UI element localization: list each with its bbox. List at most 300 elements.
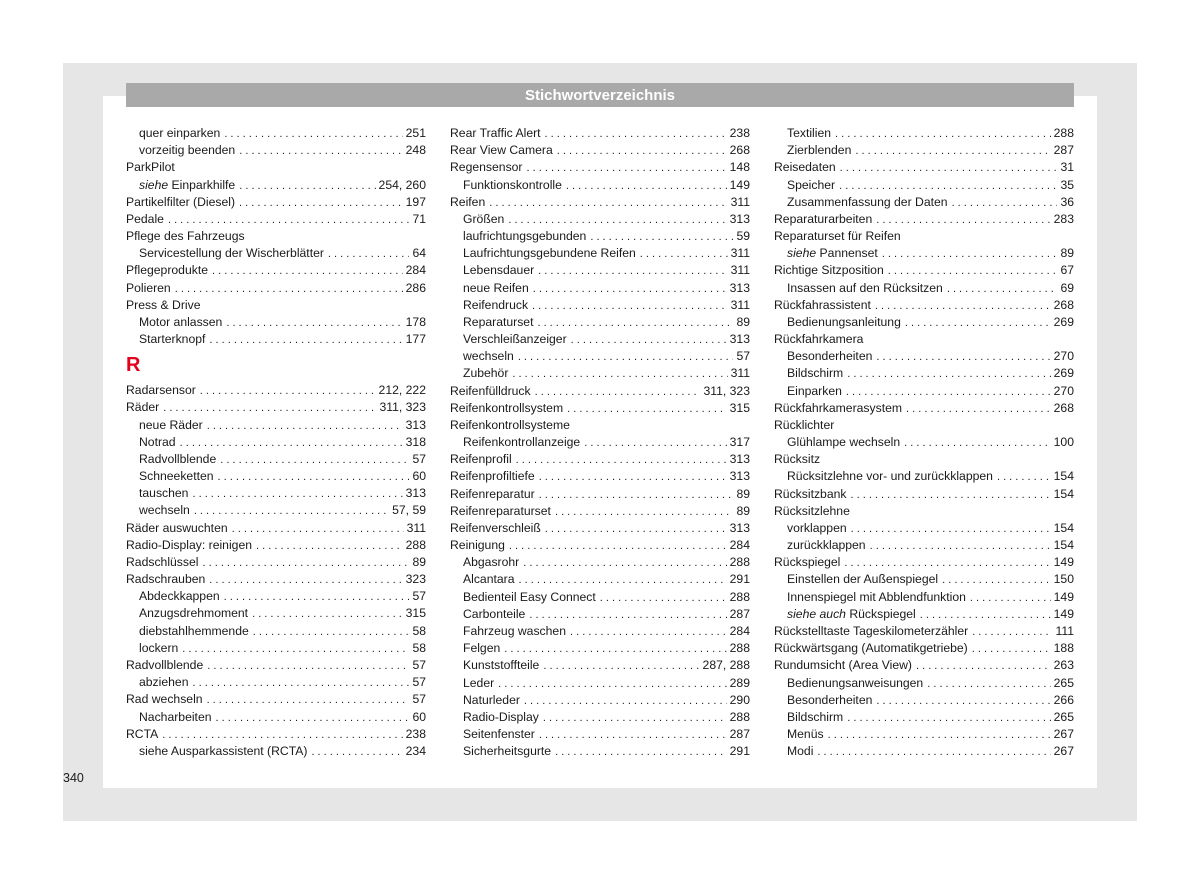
index-subentry	[450, 554, 750, 571]
entry-label: Anzugsdrehmoment	[139, 606, 249, 621]
page-reference: 111	[1055, 623, 1074, 638]
dot-leader	[555, 504, 733, 521]
page-reference: 289	[729, 675, 750, 690]
index-subentry	[774, 245, 1074, 262]
page-reference: 311	[730, 246, 750, 261]
dot-leader	[947, 281, 1058, 298]
index-subentry	[450, 571, 750, 588]
page-reference: 269	[1053, 366, 1074, 381]
entry-term	[774, 228, 901, 245]
page-reference: 188	[1053, 641, 1074, 656]
index-entry	[774, 640, 1074, 657]
page-reference: 57	[412, 451, 426, 466]
index-subentry	[126, 674, 426, 691]
index-entry	[126, 691, 426, 708]
entry-label: Pflegeprodukte	[126, 263, 208, 278]
dot-leader	[489, 195, 727, 212]
dot-leader	[532, 298, 728, 315]
entry-term	[774, 503, 850, 520]
index-subentry	[450, 623, 750, 640]
index-entry	[126, 537, 426, 554]
dot-leader	[557, 143, 727, 160]
entry-label: vorklappen	[787, 520, 847, 535]
index-subentry	[774, 434, 1074, 451]
entry-label: Abgasrohr	[463, 555, 520, 570]
entry-term	[787, 365, 843, 382]
index-subentry	[126, 623, 426, 640]
page-reference: 313	[729, 280, 750, 295]
entry-label: Servicestellung der Wischerblätter	[139, 246, 324, 261]
entry-label: Besonderheiten	[787, 349, 873, 364]
entry-term	[787, 177, 835, 194]
entry-label: Größen	[463, 211, 505, 226]
entry-label: Bedienungsanleitung	[787, 314, 901, 329]
dot-leader	[855, 143, 1050, 160]
entry-label: Reifenreparaturset	[450, 503, 551, 518]
index-entry	[774, 297, 1074, 314]
page-reference: 268	[729, 143, 750, 158]
dot-leader	[828, 727, 1051, 744]
page-reference: 313	[729, 332, 750, 347]
index-subentry	[126, 605, 426, 622]
dot-leader	[876, 693, 1050, 710]
entry-label: Reifenkontrollanzeige	[463, 435, 581, 450]
entry-term	[463, 228, 586, 245]
dot-leader	[543, 710, 727, 727]
dot-leader	[840, 160, 1058, 177]
index-entry	[774, 262, 1074, 279]
entry-term	[787, 537, 866, 554]
dot-leader	[882, 246, 1058, 263]
entry-label: lockern	[139, 640, 179, 655]
entry-label: Seitenfenster	[463, 727, 535, 742]
entry-term	[126, 691, 203, 708]
dot-leader	[555, 744, 727, 761]
entry-term	[463, 726, 535, 743]
dot-leader	[952, 195, 1058, 212]
entry-label: Zierblenden	[787, 143, 852, 158]
dot-leader	[239, 195, 403, 212]
index-entry	[450, 159, 750, 176]
entry-term	[126, 280, 171, 297]
index-subentry	[126, 314, 426, 331]
dot-leader	[904, 435, 1051, 452]
index-subentry	[126, 142, 426, 159]
entry-term	[463, 606, 525, 623]
entry-label: Felgen	[463, 641, 501, 656]
dot-leader	[516, 452, 727, 469]
entry-term	[463, 262, 534, 279]
page-reference: 177	[405, 332, 426, 347]
index-subentry	[450, 262, 750, 279]
dot-leader	[566, 178, 727, 195]
entry-term	[463, 675, 494, 692]
entry-term	[463, 177, 562, 194]
entry-term	[774, 451, 820, 468]
entry-label: Alcantara	[463, 572, 515, 587]
index-entry	[450, 400, 750, 417]
dot-leader	[876, 349, 1050, 366]
entry-label: Rückfahrkamerasystem	[774, 400, 903, 415]
index-subentry	[774, 520, 1074, 537]
entry-term	[450, 142, 553, 159]
page-reference: 313	[405, 417, 426, 432]
entry-label: Rad wechseln	[126, 692, 203, 707]
index-entry	[126, 262, 426, 279]
index-subentry	[450, 434, 750, 451]
page-reference: 267	[1053, 727, 1074, 742]
entry-label: Starterknopf	[139, 332, 206, 347]
entry-term	[139, 502, 190, 519]
page-reference: 263	[1053, 658, 1074, 673]
entry-label: Rundumsicht (Area View)	[774, 658, 912, 673]
index-subentry	[774, 606, 1074, 623]
index-subentry	[774, 675, 1074, 692]
page-reference: 288	[729, 589, 750, 604]
entry-term	[463, 211, 504, 228]
index-subentry	[126, 177, 426, 194]
page-reference: 89	[736, 314, 750, 329]
page-reference: 266	[1053, 692, 1074, 707]
dot-leader	[600, 590, 727, 607]
page-reference: 154	[1053, 469, 1074, 484]
page-reference: 311	[730, 194, 750, 209]
entry-label: Rücksitzlehne vor- und zurückklappen	[787, 469, 993, 484]
page-reference: 288	[729, 555, 750, 570]
dot-leader	[970, 590, 1051, 607]
dot-leader	[168, 212, 409, 229]
dot-leader	[916, 658, 1051, 675]
entry-term	[463, 709, 539, 726]
dot-leader	[543, 658, 699, 675]
entry-term	[139, 434, 176, 451]
page-reference: 311	[730, 263, 750, 278]
entry-term	[450, 194, 485, 211]
index-subentry	[126, 434, 426, 451]
entry-term	[463, 692, 520, 709]
page-reference: 254, 260	[378, 177, 426, 192]
entry-term	[787, 383, 842, 400]
index-entry	[774, 554, 1074, 571]
entry-label: wechseln	[463, 349, 514, 364]
index-entry	[126, 399, 426, 416]
entry-term	[139, 451, 216, 468]
page-reference: 315	[729, 400, 750, 415]
entry-label: Reifendruck	[463, 297, 529, 312]
index-subentry	[774, 280, 1074, 297]
entry-label: Radvollblende	[139, 451, 217, 466]
page-reference: 288	[1053, 126, 1074, 140]
entry-label: Reparaturset für Reifen	[774, 229, 901, 244]
page-reference: 89	[736, 486, 750, 501]
index-entry	[774, 331, 1074, 348]
page-reference: 286	[405, 280, 426, 295]
dot-leader	[192, 675, 409, 692]
entry-term	[787, 675, 923, 692]
page-reference: 89	[1060, 246, 1074, 261]
entry-label: Zusammenfassung der Daten	[787, 194, 948, 209]
page-reference: 238	[405, 726, 426, 741]
dot-leader	[239, 178, 375, 195]
page-reference: 315	[405, 606, 426, 621]
index-subentry	[450, 348, 750, 365]
index-entry	[774, 228, 1074, 245]
entry-term	[463, 280, 529, 297]
page-reference: 287	[729, 606, 750, 621]
index-subentry	[774, 142, 1074, 159]
page-reference: 150	[1053, 572, 1074, 587]
index-entry	[774, 451, 1074, 468]
dot-leader	[216, 710, 410, 727]
entry-label: Räder	[126, 400, 160, 415]
entry-label: Rücksitzbank	[774, 486, 847, 501]
entry-label: Reisedaten	[774, 160, 836, 175]
entry-term	[787, 606, 916, 623]
page-reference: 313	[729, 452, 750, 467]
dot-leader	[524, 693, 727, 710]
dot-leader	[224, 126, 402, 143]
index-entry	[126, 571, 426, 588]
entry-term	[774, 211, 872, 228]
dot-leader	[545, 521, 727, 538]
dot-leader	[584, 435, 726, 452]
dot-leader	[207, 692, 410, 709]
index-subentry	[126, 468, 426, 485]
dot-leader	[523, 555, 726, 572]
dot-leader	[972, 641, 1051, 658]
index-subentry	[450, 657, 750, 674]
index-subentry	[774, 589, 1074, 606]
page-reference: 268	[1053, 400, 1074, 415]
dot-leader	[192, 486, 402, 503]
entry-label: Radschrauben	[126, 572, 206, 587]
index-subentry	[126, 588, 426, 605]
page-reference: 284	[405, 263, 426, 278]
page-reference: 287	[1053, 143, 1074, 158]
index-subentry	[126, 485, 426, 502]
page-reference: 288	[729, 709, 750, 724]
page-reference: 154	[1053, 486, 1074, 501]
dot-leader	[508, 212, 726, 229]
dot-leader	[839, 178, 1057, 195]
index-subentry	[450, 692, 750, 709]
entry-label: Reifenkontrollsysteme	[450, 417, 570, 432]
dot-leader	[182, 641, 409, 658]
index-subentry	[126, 709, 426, 726]
dot-leader	[538, 263, 727, 280]
dot-leader	[207, 418, 403, 435]
index-column-2	[450, 125, 750, 760]
entry-term	[126, 571, 205, 588]
entry-label: Rücklichter	[774, 417, 835, 432]
entry-term	[139, 177, 235, 194]
index-entry	[450, 537, 750, 554]
page-reference: 100	[1053, 435, 1074, 450]
entry-label: abziehen	[139, 675, 189, 690]
entry-label: Bedienteil Easy Connect	[463, 589, 596, 604]
page-reference: 311	[406, 520, 426, 535]
entry-term	[126, 228, 245, 245]
page-reference: 311	[730, 297, 750, 312]
entry-label: Einparken	[787, 383, 842, 398]
entry-label: diebstahlhemmende	[139, 623, 249, 638]
entry-term	[126, 520, 228, 537]
dot-leader	[162, 727, 402, 744]
index-subentry	[450, 297, 750, 314]
page-reference: 265	[1053, 709, 1074, 724]
entry-term	[450, 503, 551, 520]
entry-label: Abdeckkappen	[139, 589, 220, 604]
entry-term	[787, 314, 901, 331]
entry-term	[463, 743, 551, 760]
entry-label: Radschlüssel	[126, 554, 199, 569]
index-subentry	[450, 640, 750, 657]
index-subentry	[450, 177, 750, 194]
page-reference: 57	[412, 692, 426, 707]
page-reference: 57	[412, 675, 426, 690]
see-reference: siehe	[139, 177, 169, 192]
entry-label: Rückspiegel	[849, 606, 916, 621]
page-reference: 291	[729, 744, 750, 759]
dot-leader	[539, 727, 727, 744]
entry-label: RCTA	[126, 726, 159, 741]
entry-label: quer einparken	[139, 126, 221, 140]
dot-leader	[518, 349, 734, 366]
entry-term	[787, 571, 938, 588]
index-column-3	[774, 125, 1074, 760]
index-subentry	[126, 451, 426, 468]
entry-term	[463, 657, 539, 674]
dot-leader	[509, 538, 727, 555]
entry-label: Reifenprofiltiefe	[450, 469, 535, 484]
entry-label: Radvollblende	[126, 657, 204, 672]
page-reference: 270	[1053, 349, 1074, 364]
entry-label: Kunststoffteile	[463, 658, 540, 673]
page-reference: 31	[1060, 160, 1074, 175]
dot-leader	[539, 469, 727, 486]
entry-label: Reparaturset	[463, 314, 534, 329]
entry-term	[463, 571, 515, 588]
entry-label: Reifenverschleiß	[450, 520, 541, 535]
page-reference: 318	[405, 434, 426, 449]
index-entry	[774, 400, 1074, 417]
entry-label: Lebensdauer	[463, 263, 535, 278]
page-reference: 283	[1053, 211, 1074, 226]
dot-leader	[870, 538, 1051, 555]
entry-label: Rückwärtsgang (Automatikgetriebe)	[774, 641, 968, 656]
page-reference: 313	[729, 211, 750, 226]
index-subentry	[450, 606, 750, 623]
entry-term	[139, 417, 203, 434]
entry-term	[126, 726, 158, 743]
index-subentry	[126, 640, 426, 657]
page-reference: 36	[1060, 194, 1074, 209]
entry-label: Polieren	[126, 280, 171, 295]
entry-term	[126, 657, 203, 674]
entry-label: Reifenkontrollsystem	[450, 400, 564, 415]
entry-label: tauschen	[139, 486, 189, 501]
index-subentry	[450, 228, 750, 245]
entry-label: Pannenset	[819, 246, 878, 261]
entry-term	[126, 297, 201, 314]
entry-term	[126, 194, 235, 211]
see-reference: siehe auch	[787, 606, 846, 621]
page-reference: 311, 323	[379, 400, 426, 415]
entry-label: Regensensor	[450, 160, 523, 175]
entry-label: Naturleder	[463, 692, 520, 707]
entry-term	[463, 623, 566, 640]
page-reference: 269	[1053, 314, 1074, 329]
dot-leader	[328, 246, 410, 263]
index-entry	[126, 657, 426, 674]
entry-term	[463, 554, 519, 571]
index-entry	[774, 657, 1074, 674]
index-subentry	[774, 537, 1074, 554]
index-subentry	[450, 331, 750, 348]
page-reference: 71	[412, 211, 426, 226]
dot-leader	[590, 229, 733, 246]
index-subentry	[450, 245, 750, 262]
entry-term	[787, 709, 843, 726]
dot-leader	[207, 658, 409, 675]
entry-label: Motor anlassen	[139, 314, 223, 329]
page-reference: 313	[729, 469, 750, 484]
entry-term	[139, 588, 220, 605]
entry-term	[774, 262, 884, 279]
index-subentry	[774, 125, 1074, 142]
index-entry	[774, 503, 1074, 520]
page-reference: 148	[729, 160, 750, 175]
entry-label: Einstellen der Außenspiegel	[787, 572, 939, 587]
page-reference: 267	[1053, 744, 1074, 759]
page-reference: 197	[405, 194, 426, 209]
index-entry	[126, 280, 426, 297]
entry-label: Rücksitz	[774, 452, 821, 467]
index-subentry	[126, 331, 426, 348]
entry-label: Bildschirm	[787, 709, 844, 724]
entry-term	[450, 451, 512, 468]
page-reference: 57	[412, 657, 426, 672]
index-entry	[450, 503, 750, 520]
index-entry	[774, 211, 1074, 228]
page-reference: 313	[405, 486, 426, 501]
page-reference: 268	[1053, 297, 1074, 312]
page-reference: 149	[1053, 555, 1074, 570]
entry-label: Innenspiegel mit Abblendfunktion	[787, 589, 966, 604]
entry-term	[774, 400, 902, 417]
entry-term	[463, 434, 580, 451]
section-letter: R	[126, 354, 141, 377]
entry-term	[463, 589, 596, 606]
entry-term	[139, 142, 235, 159]
index-subentry	[126, 743, 426, 760]
entry-term	[139, 125, 220, 142]
dot-leader	[527, 160, 727, 177]
index-subentry	[450, 314, 750, 331]
entry-term	[774, 417, 834, 434]
index-subentry	[450, 709, 750, 726]
index-entry	[450, 468, 750, 485]
dot-leader	[850, 487, 1050, 504]
index-subentry	[774, 314, 1074, 331]
entry-term	[463, 314, 533, 331]
entry-term	[774, 640, 968, 657]
page-reference: 35	[1060, 177, 1074, 192]
entry-term	[139, 605, 248, 622]
entry-term	[126, 537, 252, 554]
entry-label: Zubehör	[463, 366, 509, 381]
page-reference: 58	[412, 640, 426, 655]
